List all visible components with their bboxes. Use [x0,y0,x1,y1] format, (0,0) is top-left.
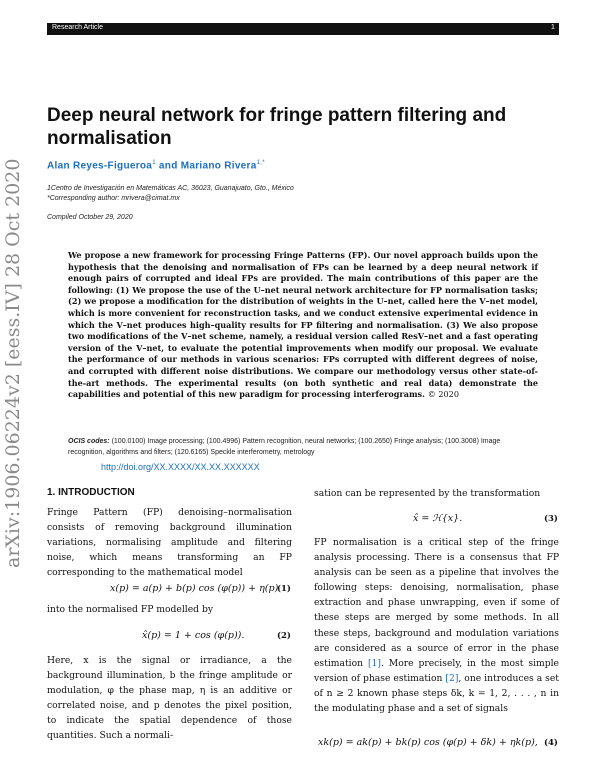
affiliation: 1Centro de Investigación en Matemáticas AC, 36023, Guanajuato, Gto., México [47,185,294,192]
equation-number: (1) [277,584,291,594]
ocis-codes [68,436,538,458]
equation: x(p) = a(p) + b(p) cos (φ(p)) + η(p) [110,583,279,594]
equation-number: (4) [544,738,558,748]
abstract-text: We propose a new framework for processing Fringe Patterns (FP). Our novel approach builds upon the hypothesis that the denoising and normalisation of FPs can be learned by a deep neural network if enough pairs of corrupted and ideal FPs are provided. The main contributions of this paper are the following: (1) We propose the use of the U–net neural network architecture for FP normalisation tasks; (2) we propose a modification for the distribution of weights in the U–net, called here the V–net model, which is more convenient for reconstruction tasks, and we conduct extensive experimental evidence in which the V–net produces high–quality results for FP filtering and normalisation. (3) We also propose two modifications of the V–net scheme, namely, a residual version called ResV–net and a fast operating version of the V–net, to evaluate the potential improvements when modify our proposal. We evaluate the performance of our methods in various scenarios: FPs corrupted with different degrees of noise, and corrupted with different noise distributions. We compare our methodology versus other state-of-the-art methods. The experimental results (on both synthetic and real data) demonstrate the capabilities and potential of this new paradigm for processing interferograms. [68,250,538,400]
citation-link[interactable]: [1] [367,657,381,669]
author-name: Alan Reyes-Figueroa [47,160,153,172]
author-and: and [158,160,178,172]
paragraph [314,535,559,716]
equation: xk(p) = ak(p) + bk(p) cos (φ(p) + δk) + ηk(p), [318,737,538,748]
equation: x̂ = ℋ{x}. [413,513,463,524]
citation-link[interactable]: [2] [445,672,459,684]
header-bar [47,23,559,35]
equation-number: (3) [544,514,558,524]
compiled-date: Compiled October 29, 2020 [47,214,133,221]
arxiv-stamp: arXiv:1906.06224v2 [eess.IV] 28 Oct 2020 [2,158,24,568]
corresponding-author: *Corresponding author: mrivera@cimat.mx [47,195,180,202]
ocis-label: OCIS codes: [68,438,110,445]
paragraph: Here, x is the signal or irradiance, a the background illumination, b the fringe amplitude or modulation, φ the phase map, η is an additive or correlated noise, and p denotes the pixel position, to indicate the spatial dependence of those quantities. Such a normali- [47,655,292,742]
ocis-text: (100.0100) Image processing; (100.4996) Pattern recognition, neural networks; (100.2650) Fringe analysis; (100.3008) Image recognition, algorithms and filters; (120.6165) Speckle interferometry, metrology [68,438,501,456]
article-type-label: Research Article [52,24,103,31]
paragraph: into the normalised FP modelled by [47,604,214,615]
page-number: 1 [551,24,555,31]
section-heading: 1. INTRODUCTION [47,487,135,498]
paper-title: Deep neural network for fringe pattern filtering and normalisation [47,105,507,149]
copyright: © 2020 [427,389,459,400]
equation-number: (2) [277,631,291,641]
paragraph-text: , one introduces a set of n ≥ 2 known phase steps δk, k = 1, 2, . . . , n in the modulating phase and a set of signals [314,672,559,715]
paragraph: Fringe Pattern (FP) denoising–normalisation consists of removing background illumination variations, normalising amplitude and filtering noise, which means transforming an FP corresponding to the mathematical model [47,507,292,579]
author-affil-mark: 1 [152,160,156,166]
abstract [68,250,538,401]
author-affil-mark: 1,* [256,160,265,166]
equation: x̂(p) = 1 + cos (φ(p)). [142,630,245,641]
paragraph-text: FP normalisation is a critical step of the fringe analysis processing. There is a consensus that FP analysis can be seen as a pipeline that involves the following steps: denoising, normalisation, phase extraction and phase unwrapping, even if some of these steps are merged by some methods. In all these steps, background and modulation variations are considered as a source of error in the phase estimation [314,537,559,669]
author-name: Mariano Rivera [180,160,257,172]
paragraph-text: . More precisely, in the most simple version of phase estimation [314,657,559,684]
author-list [47,160,265,171]
doi-link[interactable]: http://doi.org/XX.XXXX/XX.XX.XXXXXX [101,462,260,472]
paragraph: sation can be represented by the transformation [314,488,541,499]
